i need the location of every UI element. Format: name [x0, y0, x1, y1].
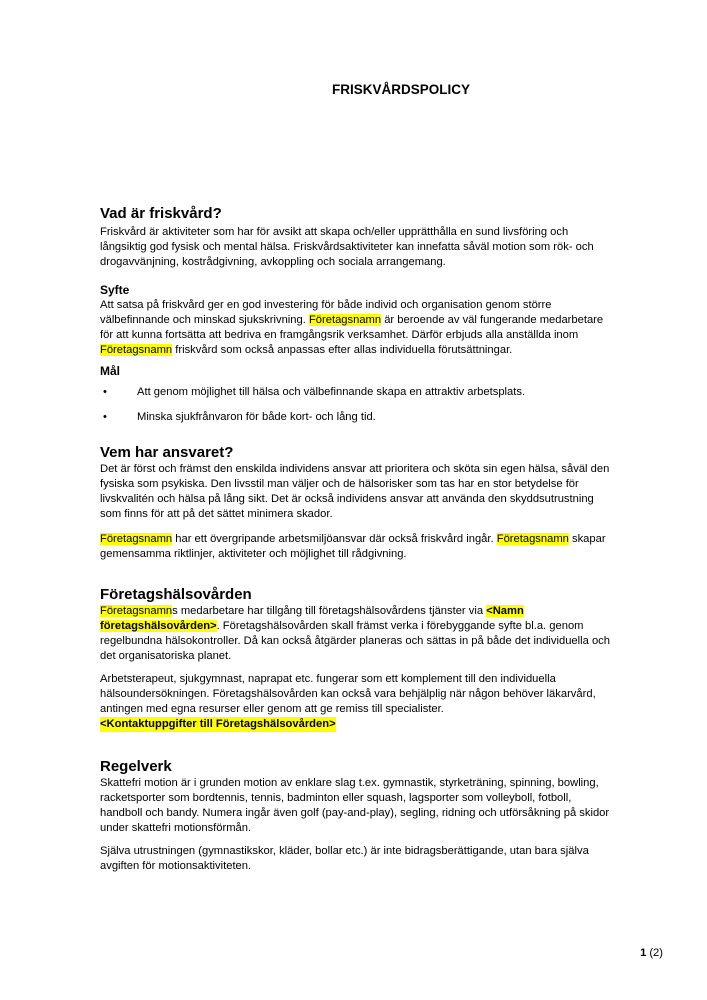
paragraph-vad-ar-friskvard: Friskvård är aktiviteter som har för avsikt att skapa och/eller upprätthålla en sund livsföring och långsiktig god fysisk och mental hälsa. Friskvårdsaktiviteter kan innefatta såväl motion som rök- och drogavvänjning, kostrådgivning, avkoppling och sociala arrangemang. [100, 226, 594, 268]
section-heading-regelverk: Regelverk [100, 758, 172, 775]
list-item [100, 410, 614, 425]
list-item [100, 385, 614, 400]
paragraph-regelverk-utrustning: Själva utrustningen (gymnastikskor, kläder, bollar etc.) är inte bidragsberättigande, utan bara själva avgiften för motionsaktiviteten. [100, 845, 589, 872]
section-heading-vem-har-ansvaret: Vem har ansvaret? [100, 444, 234, 461]
paragraph-halsovard-komplement [100, 672, 614, 732]
text-run: Att satsa på friskvård ger en god investering för både individ och organisation genom större välbefinnande och minskad sjukskrivning. [100, 299, 552, 326]
placeholder-company-name: Företagsnamn [308, 314, 382, 326]
placeholder-company-name: Företagsnamn [100, 533, 173, 545]
paragraph-regelverk-motion: Skattefri motion är i grunden motion av enklare slag t.ex. gymnastik, styrketräning, spinning, bowling, racketsporter som bordtennis, tennis, badminton eller squash, lagsporter som volleyboll, fotboll, handboll och bandy. Numera ingår även golf (pay-and-play), segling, ridning och utförsåkning på skidor under skattefri motionsförmån. [100, 777, 610, 834]
text-run: Arbetsterapeut, sjukgymnast, naprapat etc. fungerar som ett komplement till den individuella hälsoundersökningen. Företagshälsovården kan också vara behjälplig när någon behöver läkarvård, antingen med egna resurser eller genom att ge remiss till specialister. [100, 673, 596, 715]
section-heading-vad-ar-friskvard: Vad är friskvård? [100, 205, 222, 222]
section-heading-mal: Mål [100, 364, 121, 378]
paragraph-ansvar-foretag [100, 532, 614, 562]
paragraph-halsovard-tjanster [100, 604, 614, 664]
list-item-text: Minska sjukfrånvaron för både kort- och lång tid. [137, 411, 376, 423]
text-run: har ett övergripande arbetsmiljöansvar där också friskvård ingår. [172, 533, 497, 545]
placeholder-company-name: Företagsnamn [100, 605, 173, 617]
paragraph-ansvar-individ: Det är först och främst den enskilda individens ansvar att prioritera och sköta sin egen hälsa, såväl den fysiska som psykiska. Den livsstil man väljer och de hälsorisker som tas har en stor betydelse för livskvalitén och hälsa på lång sikt. Det är också individens ansvar att använda den skyddsutrustning som finns för att på det sättet minimera skador. [100, 463, 610, 520]
page-number-total: (2) [649, 947, 663, 959]
text-run: friskvård som också anpassas efter allas individuella förutsättningar. [172, 344, 513, 356]
text-run: skapar gemensamma riktlinjer, aktiviteter och möjlighet till rådgivning. [100, 533, 606, 560]
text-run: är beroende av väl fungerande medarbetare för att kunna fortsätta att bedriva en framgångsrik verksamhet. Därför erbjuds alla anställda inom [100, 314, 604, 341]
placeholder-company-name: Företagsnamn [496, 533, 569, 545]
document-body [100, 0, 614, 874]
goal-list [100, 385, 614, 425]
bullet-icon: • [103, 411, 107, 423]
page-number [640, 946, 663, 961]
section-heading-foretagshalsovarden: Företagshälsovården [100, 586, 252, 603]
placeholder-company-name: Företagsnamn [100, 344, 173, 356]
page-number-current: 1 [640, 947, 647, 959]
text-run: s medarbetare har tillgång till företagshälsovårdens tjänster via [172, 605, 487, 617]
bullet-icon: • [103, 386, 107, 398]
section-heading-syfte: Syfte [100, 283, 130, 297]
list-item-text: Att genom möjlighet till hälsa och välbefinnande skapa en attraktiv arbetsplats. [137, 386, 526, 398]
placeholder-occupational-health-name: <Namn företagshälsovården> [100, 605, 524, 632]
placeholder-contact-details: <Kontaktuppgifter till Företagshälsovården> [100, 718, 336, 730]
text-run: . Företagshälsovården skall främst verka i förebyggande syfte bl.a. genom regelbundna hälsokontroller. Då kan också åtgärder planeras och sättas in på både det individuella och det organisatoriska planet. [100, 620, 610, 662]
document-title: FRISKVÅRDSPOLICY [331, 82, 470, 97]
paragraph-syfte [100, 298, 614, 358]
